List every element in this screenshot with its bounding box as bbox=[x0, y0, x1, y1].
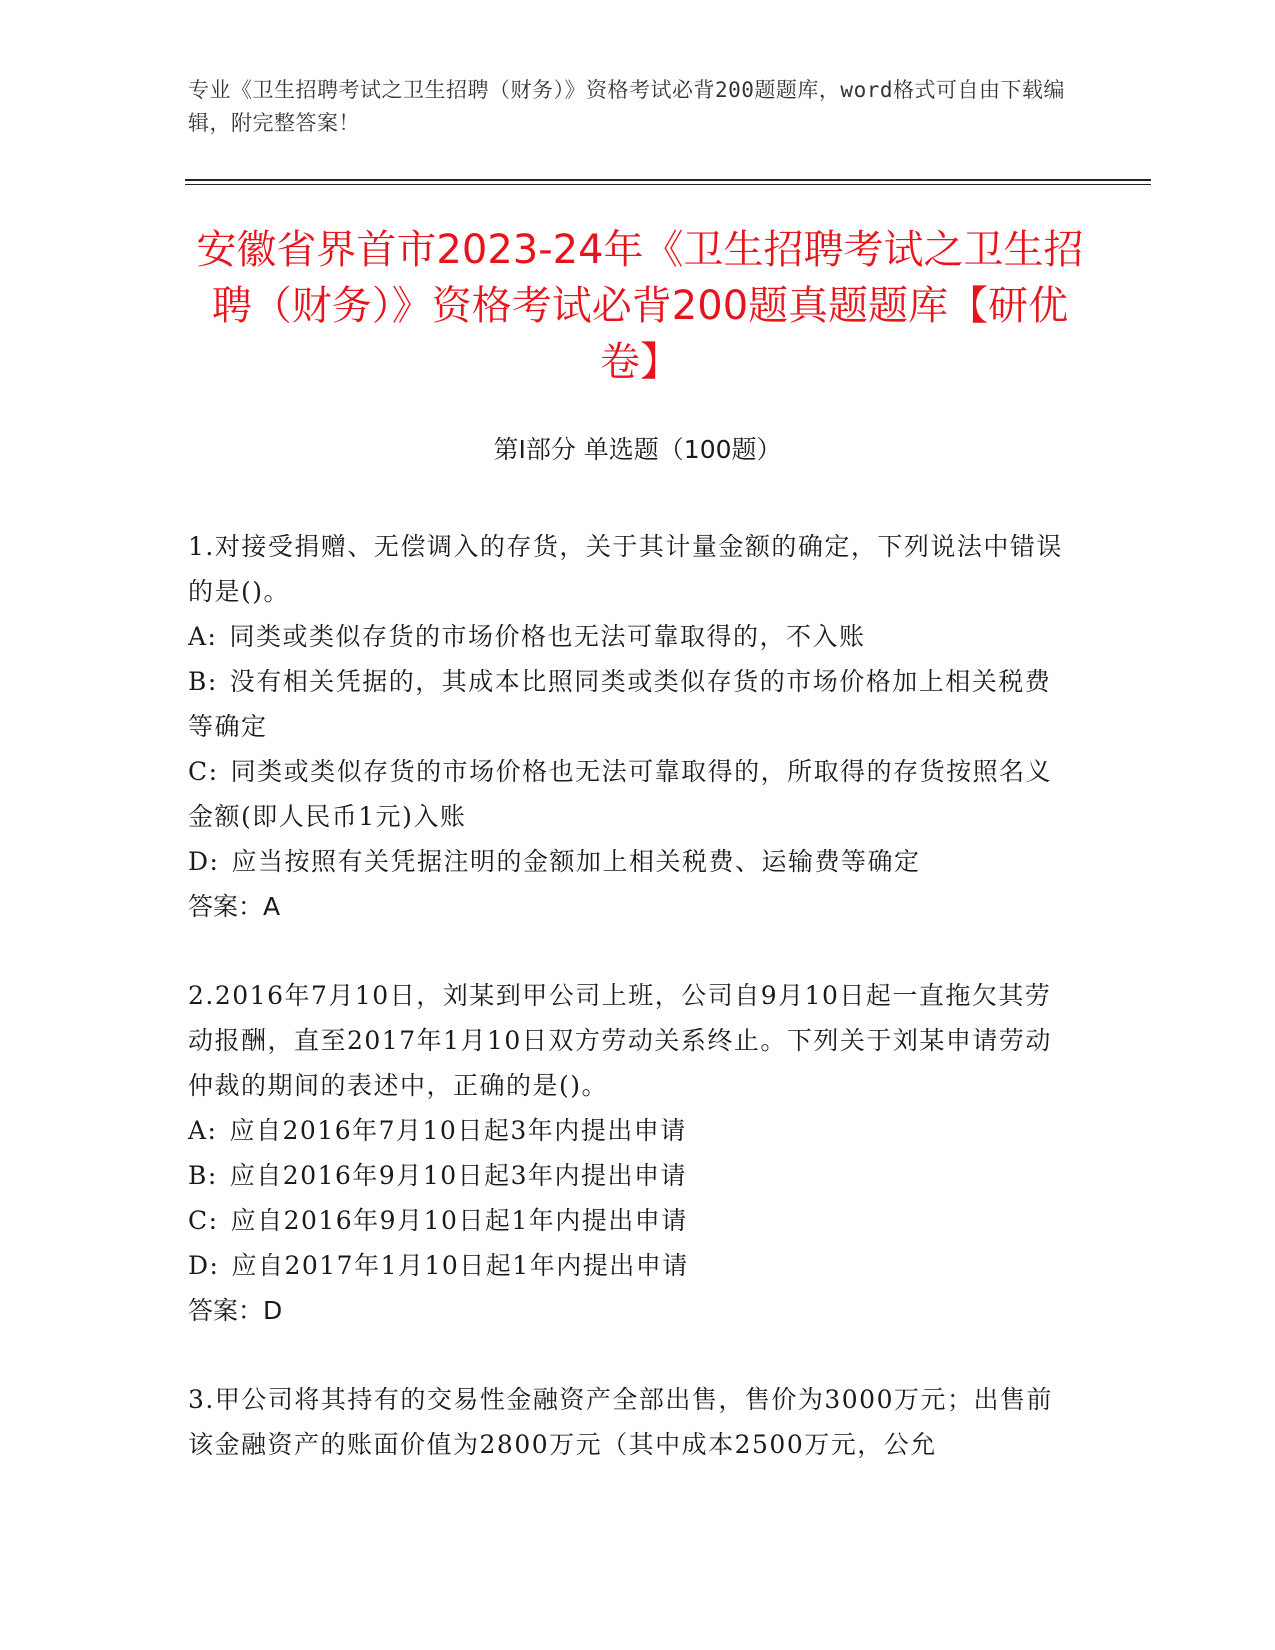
question-option bbox=[188, 1153, 1068, 1198]
option-key: B: bbox=[188, 1161, 218, 1190]
option-key: C: bbox=[188, 1206, 219, 1235]
question-list bbox=[188, 524, 1068, 1511]
question-item bbox=[188, 524, 1068, 929]
question-answer: 答案：D bbox=[188, 1296, 283, 1325]
option-key: A: bbox=[188, 1116, 218, 1145]
question-option bbox=[188, 1198, 1068, 1243]
question-option bbox=[188, 1243, 1068, 1288]
section-heading: 第Ⅰ部分 单选题（100题） bbox=[493, 435, 782, 464]
question-option bbox=[188, 839, 1068, 884]
question-option bbox=[188, 614, 1068, 659]
option-text: 应当按照有关凭据注明的金额加上相关税费、运输费等确定 bbox=[231, 847, 921, 876]
option-key: B: bbox=[188, 667, 218, 696]
question-item bbox=[188, 973, 1068, 1333]
header-note: 专业《卫生招聘考试之卫生招聘（财务）》资格考试必背200题题库，word格式可自由下载编辑，附完整答案！ bbox=[188, 78, 1065, 135]
option-text: 应自2016年7月10日起3年内提出申请 bbox=[229, 1116, 687, 1145]
question-option bbox=[188, 749, 1068, 839]
option-text: 应自2016年9月10日起3年内提出申请 bbox=[229, 1161, 688, 1190]
option-key: A: bbox=[188, 622, 218, 651]
option-text: 同类或类似存货的市场价格也无法可靠取得的，不入账 bbox=[229, 622, 866, 651]
option-key: D: bbox=[188, 1251, 220, 1280]
option-text: 没有相关凭据的，其成本比照同类或类似存货的市场价格加上相关税费等确定 bbox=[188, 667, 1052, 741]
option-text: 同类或类似存货的市场价格也无法可靠取得的，所取得的存货按照名义金额(即人民币1元)入账 bbox=[188, 757, 1053, 831]
question-option bbox=[188, 1108, 1068, 1153]
option-key: C: bbox=[188, 757, 219, 786]
question-item bbox=[188, 1377, 1068, 1467]
question-stem: 2.2016年7月10日，刘某到甲公司上班，公司自9月10日起一直拖欠其劳动报酬，直至2017年1月10日双方劳动关系终止。下列关于刘某申请劳动仲裁的期间的表述中，正确的是()。 bbox=[188, 981, 1052, 1100]
header-divider-thick bbox=[185, 179, 1151, 181]
option-text: 应自2016年9月10日起1年内提出申请 bbox=[230, 1206, 688, 1235]
question-option bbox=[188, 659, 1068, 749]
document-title: 安徽省界首市2023-24年《卫生招聘考试之卫生招聘（财务）》资格考试必背200题真题题库【研优卷】 bbox=[196, 227, 1084, 385]
option-text: 应自2017年1月10日起1年内提出申请 bbox=[231, 1251, 689, 1280]
option-key: D: bbox=[188, 847, 220, 876]
question-stem: 1.对接受捐赠、无偿调入的存货，关于其计量金额的确定，下列说法中错误的是()。 bbox=[188, 532, 1063, 606]
question-stem: 3.甲公司将其持有的交易性金融资产全部出售，售价为3000万元；出售前该金融资产的账面价值为2800万元（其中成本2500万元，公允 bbox=[188, 1385, 1053, 1459]
question-answer: 答案：A bbox=[188, 892, 281, 921]
header-divider-thin bbox=[185, 184, 1151, 185]
